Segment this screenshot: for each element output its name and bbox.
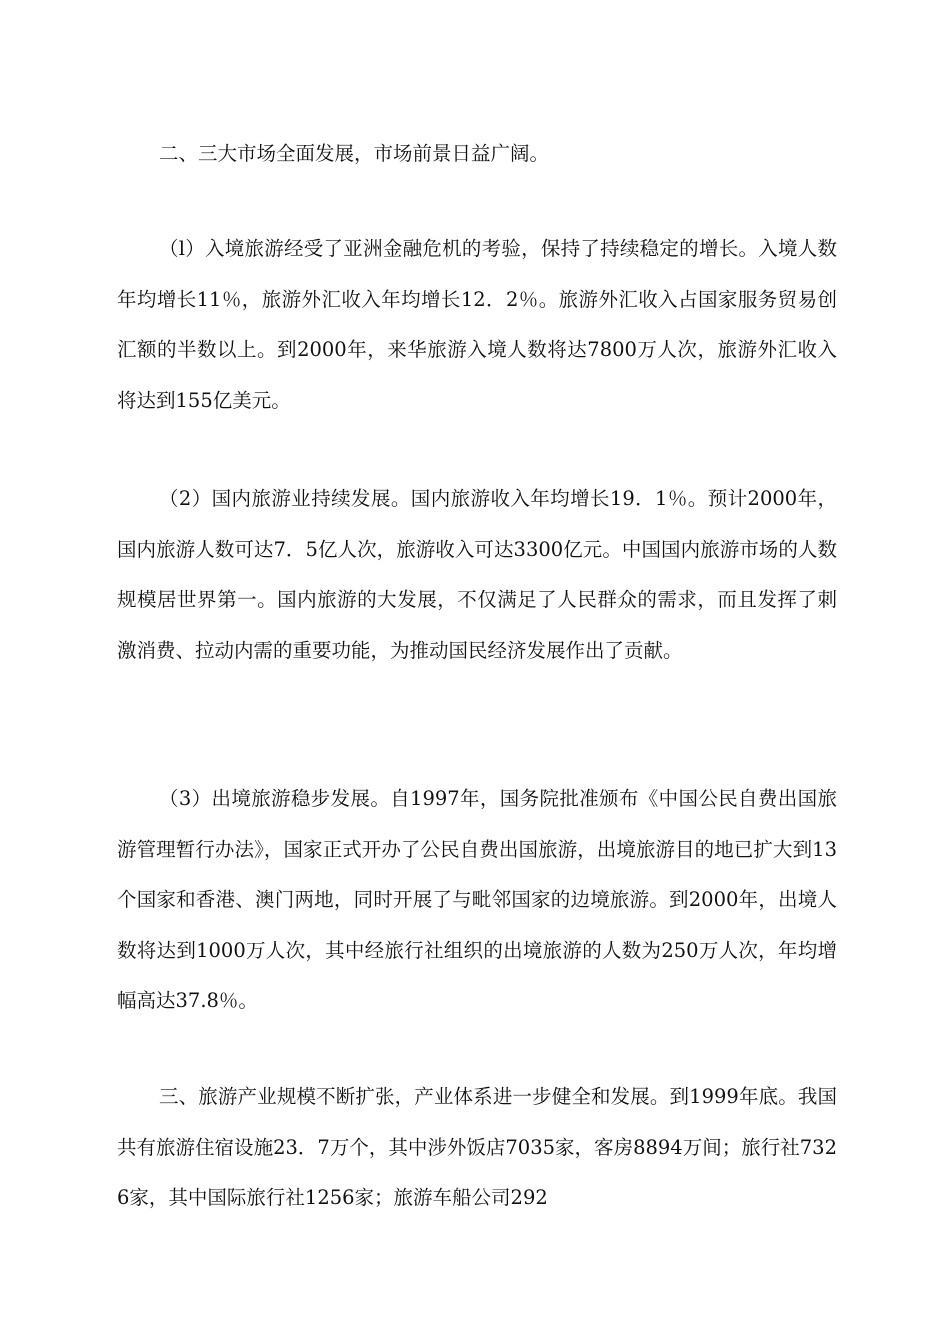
section-heading-industry-scale: 三、旅游产业规模不断扩张，产业体系进一步健全和发展。到1999年底。我国共有旅游住宿设施23．7万个，其中涉外饭店7035家，客房8894万间；旅行社7326家，其中国际旅行社1256家；旅游车船公司292 <box>117 1085 837 1209</box>
paragraph-inbound-tourism: （l）入境旅游经受了亚洲金融危机的考验，保持了持续稳定的增长。入境人数年均增长11％，旅游外汇收入年均增长12．2％。旅游外汇收入占国家服务贸易创汇额的半数以上。到2000年，来华旅游入境人数将达7800万人次，旅游外汇收入将达到155亿美元。 <box>117 237 837 412</box>
paragraph-outbound-tourism: （3）出境旅游稳步发展。自1997年，国务院批准颁布《中国公民自费出国旅游管理暂行办法》，国家正式开办了公民自费出国旅游，出境旅游目的地已扩大到13个国家和香港、澳门两地，同时开展了与毗邻国家的边境旅游。到2000年，出境人数将达到1000万人次，其中经旅行社组织的出境旅游的人数为250万人次，年均增幅高达37.8％。 <box>117 787 837 1012</box>
paragraph-domestic-tourism: （2）国内旅游业持续发展。国内旅游收入年均增长19．1％。预计2000年，国内旅游人数可达7．5亿人次，旅游收入可达3300亿元。中国国内旅游市场的人数规模居世界第一。国内旅游的大发展，不仅满足了人民群众的需求，而且发挥了刺激消费、拉动内需的重要功能，为推动国民经济发展作出了贡献。 <box>117 487 837 662</box>
section-heading-markets: 二、三大市场全面发展，市场前景日益广阔。 <box>159 142 550 165</box>
